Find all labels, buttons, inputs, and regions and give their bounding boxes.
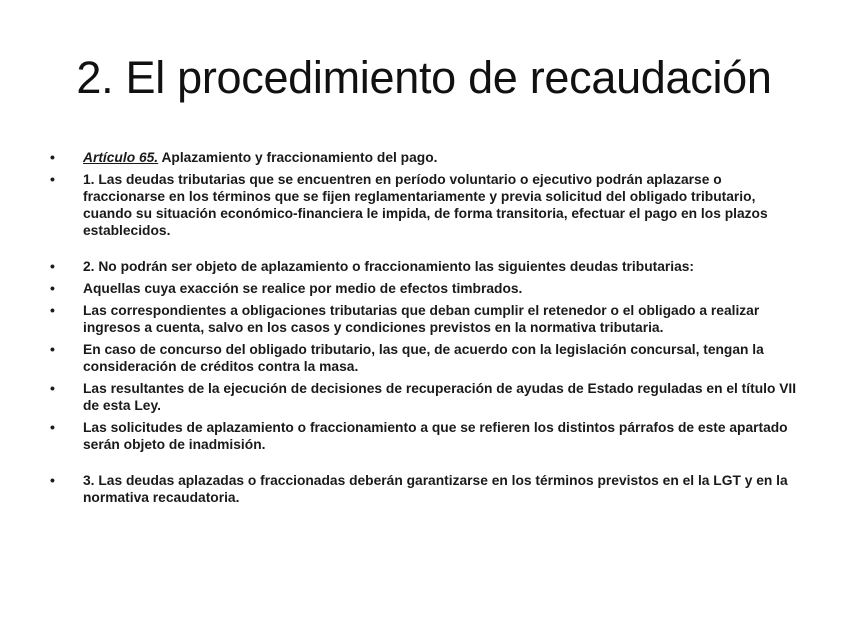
slide-title: 2. El procedimiento de recaudación	[76, 52, 772, 103]
bullet-dot-icon: •	[50, 280, 55, 296]
bullet-dot-icon: •	[50, 302, 55, 318]
bullet-point-1	[50, 171, 798, 239]
bullet-ayudas-estado	[50, 380, 798, 414]
slide-content	[50, 149, 798, 511]
bullet-text: En caso de concurso del obligado tributario, las que, de acuerdo con la legislación concursal, tengan la consideración de créditos contra la masa.	[83, 342, 764, 374]
bullet-text: Aplazamiento y fraccionamiento del pago.	[158, 150, 438, 165]
bullet-dot-icon: •	[50, 341, 55, 357]
bullet-concurso	[50, 341, 798, 375]
bullet-article-65	[50, 149, 798, 166]
bullet-dot-icon: •	[50, 149, 55, 165]
bullet-efectos-timbrados	[50, 280, 798, 297]
bullet-list	[50, 149, 798, 506]
bullet-dot-icon: •	[50, 472, 55, 488]
article-reference: Artículo 65.	[83, 150, 159, 165]
bullet-inadmision	[50, 419, 798, 453]
bullet-text: Las resultantes de la ejecución de decisiones de recuperación de ayudas de Estado reguladas en el título VII de esta Ley.	[83, 381, 797, 413]
bullet-point-3	[50, 472, 798, 506]
bullet-text: Las correspondientes a obligaciones tributarias que deban cumplir el retenedor o el obligado a realizar ingresos a cuenta, salvo en los casos y condiciones previstos en la normativa tributaria.	[83, 303, 760, 335]
bullet-text: 3. Las deudas aplazadas o fraccionadas deberán garantizarse en los términos previstos en el la LGT y en la normativa recaudatoria.	[83, 473, 788, 505]
bullet-point-2	[50, 258, 798, 275]
bullet-text: 1. Las deudas tributarias que se encuentren en período voluntario o ejecutivo podrán aplazarse o fraccionarse en los términos que se fijen reglamentariamente y previa solicitud del obligado tributario, cuando su situación económico-financiera le impida, de forma transitoria, efectuar el pago en los plazos establecidos.	[83, 172, 768, 238]
bullet-text: Aquellas cuya exacción se realice por medio de efectos timbrados.	[83, 281, 523, 296]
bullet-text: Las solicitudes de aplazamiento o fraccionamiento a que se refieren los distintos párrafos de este apartado serán objeto de inadmisión.	[83, 420, 788, 452]
bullet-dot-icon: •	[50, 419, 55, 435]
bullet-retenedor	[50, 302, 798, 336]
bullet-dot-icon: •	[50, 171, 55, 187]
bullet-text: 2. No podrán ser objeto de aplazamiento o fraccionamiento las siguientes deudas tributarias:	[83, 259, 695, 274]
bullet-dot-icon: •	[50, 380, 55, 396]
bullet-dot-icon: •	[50, 258, 55, 274]
